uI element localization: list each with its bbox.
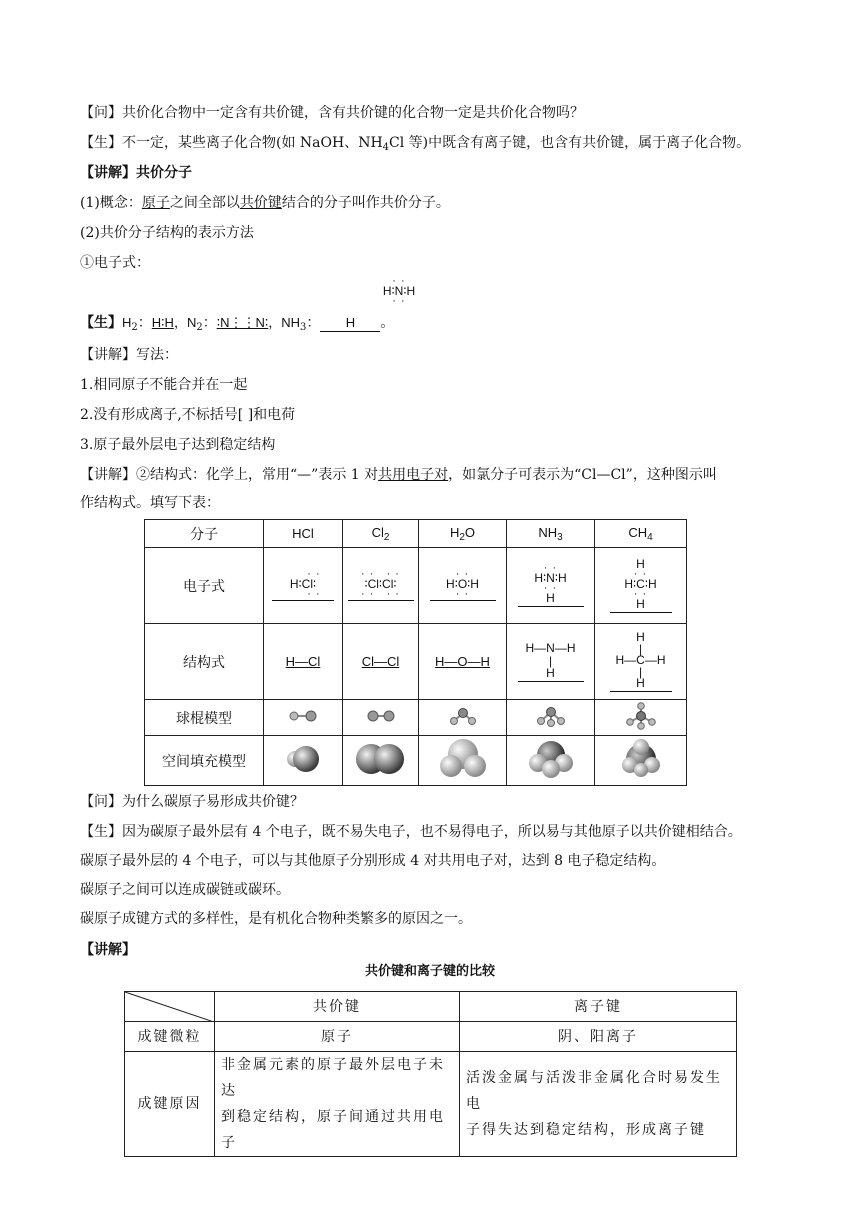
nh3-electron-bottom: H xyxy=(320,315,380,332)
row-label-particles: 成键微粒 xyxy=(125,1022,215,1052)
n2-label: ，N xyxy=(173,315,197,330)
cl2-electron-block xyxy=(343,567,418,601)
ch4-electron-top: H xyxy=(636,557,645,571)
nh3-top-formula: H∶N∶H xyxy=(382,284,416,298)
ch4-space-fill-model xyxy=(611,737,671,781)
hcl-space-fill xyxy=(264,736,343,786)
ch4-electron-dots-top: · · xyxy=(633,568,648,580)
cl2-space-fill-model xyxy=(351,739,411,779)
h2o-structure xyxy=(419,624,507,700)
mol-name-hcl xyxy=(264,520,343,548)
ch4-structure-underline xyxy=(610,691,672,692)
hcl-electron xyxy=(264,548,343,624)
space-fill-row xyxy=(145,736,687,786)
structural-formula-line xyxy=(80,465,717,485)
h2-sub: 2 xyxy=(131,322,138,333)
n2-sub: 2 xyxy=(196,322,203,333)
h2o-structure-text: H—O—H xyxy=(435,654,490,669)
h2o-ball-stick xyxy=(419,700,507,736)
answer-2-line-2: 碳原子最外层的 4 个电子，可以与其他原子分别形成 4 对共用电子对，达到 8 电子稳定结构。 xyxy=(80,853,666,869)
mol-name-hcl-text: HCl xyxy=(292,526,314,541)
concept-post: 结合的分子叫作共价分子。 xyxy=(281,195,450,211)
nh3-electron-top xyxy=(364,275,434,307)
covalent-reason-l2: 到稳定结构，原子间通过共用电子 xyxy=(221,1109,445,1151)
header-covalent: 共价键 xyxy=(215,992,460,1022)
nh3-structure-bottom: H xyxy=(546,665,555,680)
lecture-label: 【讲解】 xyxy=(80,165,136,181)
ch4-electron-block xyxy=(595,558,686,613)
struct-shared-pair: 共用电子对 xyxy=(378,467,449,483)
writing-line: 【讲解】写法： xyxy=(80,347,178,363)
nh3-ball-stick-model xyxy=(531,704,571,728)
ch4-electron-underline xyxy=(610,612,672,613)
ionic-particles: 阴、阳离子 xyxy=(460,1022,737,1052)
h2-label: H xyxy=(122,315,132,330)
nh3-table-dots-top: · · xyxy=(543,561,558,574)
electron-formula-row xyxy=(145,548,687,624)
concept-covalent-bond: 共价键 xyxy=(239,195,282,211)
nh3-sub: 3 xyxy=(300,322,307,333)
ch4-structure-bond-bottom: | xyxy=(638,665,643,679)
ch4-electron-bottom: H xyxy=(636,597,645,611)
mol-name-h2o xyxy=(419,520,507,548)
nh3-table-electron-bottom: H xyxy=(546,590,555,605)
comparison-header-row xyxy=(125,992,737,1022)
ch4-structure-bottom: H xyxy=(636,676,645,690)
nh3-space-fill-model xyxy=(521,737,581,781)
n2-colon: ： xyxy=(202,315,217,331)
mol-name-nh3-sub: 3 xyxy=(557,531,563,543)
mol-name-h2o-text: H xyxy=(449,524,460,540)
comparison-table xyxy=(124,991,737,1157)
ch4-structure-bond-top: | xyxy=(638,642,643,656)
ch4-structure-mid: H—C—H xyxy=(615,653,666,667)
hcl-space-fill-model xyxy=(278,739,328,779)
h2o-space-fill xyxy=(419,736,507,786)
lecture-covalent-molecule xyxy=(80,163,192,183)
structural-formula-row xyxy=(145,624,687,700)
lecture-last: 【讲解】 xyxy=(80,942,136,958)
hcl-electron-dots-top: · · xyxy=(307,567,321,580)
hcl-electron-block xyxy=(264,567,342,601)
cl2-space-fill xyxy=(343,736,419,786)
h2o-electron xyxy=(419,548,507,624)
concept-atoms: 原子 xyxy=(141,195,170,211)
molecule-header-row xyxy=(145,520,687,548)
mol-name-cl2-text: Cl xyxy=(371,524,384,540)
ch4-electron-dots-bottom: · · xyxy=(633,588,648,600)
cl2-electron-formula: ∶Cl∶Cl∶ xyxy=(364,576,397,591)
end-period: 。 xyxy=(380,315,395,331)
h2o-electron-block xyxy=(419,567,506,601)
cl2-electron xyxy=(343,548,419,624)
struct-pre: 【讲解】②结构式：化学上，常用“—”表示 1 对 xyxy=(80,467,379,483)
h2o-space-fill-model xyxy=(433,737,493,781)
answer-1 xyxy=(80,133,750,158)
ch4-structure-block xyxy=(595,631,686,692)
mol-name-h2o-post: O xyxy=(464,524,476,540)
hcl-structure xyxy=(264,624,343,700)
cl2-electron-dots-bottom: · · · · xyxy=(361,587,400,600)
nh3-ball-stick xyxy=(507,700,595,736)
ionic-reason-l2: 子得失达到稳定结构，形成离子键 xyxy=(466,1122,706,1138)
hcl-electron-underline xyxy=(272,600,334,601)
h2o-electron-dots-top: · · xyxy=(455,567,470,580)
ch4-structure-top: H xyxy=(636,630,645,644)
answer-2-line-4: 碳原子成键方式的多样性，是有机化合物种类繁多的原因之一。 xyxy=(80,911,472,927)
nh3-colon: ： xyxy=(306,315,321,331)
covalent-particles: 原子 xyxy=(215,1022,460,1052)
h2-colon: ： xyxy=(137,315,152,331)
comparison-row-particles xyxy=(125,1022,737,1052)
ionic-reason xyxy=(460,1052,737,1157)
rule-2: 2.没有形成离子,不标括号[ ]和电荷 xyxy=(80,407,296,423)
comparison-title: 共价键和离子键的比较 xyxy=(364,964,495,979)
cl2-structure-text: Cl—Cl xyxy=(361,654,400,669)
nh3-table-electron-block xyxy=(507,561,594,607)
comparison-row-reason xyxy=(125,1052,737,1157)
hcl-ball-stick-model xyxy=(283,706,323,726)
mol-name-ch4-text: CH xyxy=(628,524,648,540)
answer-1-sub: 4 xyxy=(382,142,390,153)
hcl-ball-stick xyxy=(264,700,343,736)
question-2: 【问】为什么碳原子易形成共价键？ xyxy=(80,794,304,810)
answer-1-pre: 【生】不一定，某些离子化合物(如 NaOH、NH xyxy=(80,135,383,151)
methods-line: (2)共价分子结构的表示方法 xyxy=(80,225,254,241)
h2-electron-formula: H∶H xyxy=(151,315,174,330)
row-label-reason: 成键原因 xyxy=(125,1052,215,1157)
mol-name-cl2-sub: 2 xyxy=(383,531,390,543)
mol-name-ch4 xyxy=(595,520,687,548)
ionic-reason-l1: 活泼金属与活泼非金属化合时易发生电 xyxy=(466,1070,722,1112)
hcl-electron-formula: H∶Cl∶ xyxy=(289,576,317,591)
row-label-electron: 电子式 xyxy=(145,548,264,624)
row-label-space-fill: 空间填充模型 xyxy=(145,736,264,786)
ch4-structure xyxy=(595,624,687,700)
structural-formula-line-2: 作结构式。填写下表： xyxy=(80,495,220,511)
diagonal-corner-cell xyxy=(125,992,215,1022)
covalent-reason-l1: 非金属元素的原子最外层电子未达 xyxy=(221,1057,445,1099)
cl2-electron-dots-top: · · · · xyxy=(361,567,400,580)
nh3-label: ，NH xyxy=(268,315,301,330)
ch4-space-fill xyxy=(595,736,687,786)
covalent-reason xyxy=(215,1052,460,1157)
nh3-table-electron-underline xyxy=(518,606,584,607)
question-1: 【问】共价化合物中一定含有共价键，含有共价键的化合物一定是共价化合物吗？ xyxy=(80,105,584,121)
section-title: 共价分子 xyxy=(136,165,192,181)
mol-name-cl2 xyxy=(343,520,419,548)
nh3-structure xyxy=(507,624,595,700)
student-electron-formulas xyxy=(80,313,394,338)
nh3-dots-bottom: · · xyxy=(392,295,406,307)
concept-line xyxy=(80,193,450,213)
molecule-table xyxy=(144,519,687,786)
nh3-structure-bond: | xyxy=(548,653,553,668)
nh3-table-electron-top: H∶N∶H xyxy=(534,570,567,585)
cl2-structure xyxy=(343,624,419,700)
h2o-electron-formula: H∶O∶H xyxy=(446,576,479,591)
hcl-electron-dots-bottom: · · xyxy=(307,587,321,600)
student-label: 【生】 xyxy=(80,315,122,331)
hcl-structure-text: H—Cl xyxy=(285,654,321,669)
mol-name-h2o-sub: 2 xyxy=(459,531,465,543)
mol-name-nh3 xyxy=(507,520,595,548)
concept-pre: (1)概念： xyxy=(80,195,142,211)
nh3-space-fill xyxy=(507,736,595,786)
n2-electron-formula: ∶N⋮⋮N∶ xyxy=(216,315,269,330)
ch4-ball-stick-model xyxy=(621,702,661,730)
rule-1: 1.相同原子不能合并在一起 xyxy=(80,377,248,393)
rule-3: 3.原子最外层电子达到稳定结构 xyxy=(80,437,276,453)
struct-post: ，如氯分子可表示为“Cl—Cl”，这种图示叫 xyxy=(448,467,717,483)
nh3-dots-top: · · xyxy=(392,275,406,287)
row-label-ball-stick: 球棍模型 xyxy=(145,700,264,736)
nh3-structure-underline xyxy=(518,681,584,682)
ch4-ball-stick xyxy=(595,700,687,736)
nh3-table-electron xyxy=(507,548,595,624)
ch4-electron xyxy=(595,548,687,624)
concept-mid: 之间全部以 xyxy=(169,195,240,211)
answer-2-line-3: 碳原子之间可以连成碳链或碳环。 xyxy=(80,882,290,898)
header-ionic: 离子键 xyxy=(460,992,737,1022)
cl2-electron-underline xyxy=(348,600,414,601)
header-label: 分子 xyxy=(145,520,264,548)
nh3-structure-top: H—N—H xyxy=(525,640,576,655)
cl2-ball-stick-model xyxy=(361,706,401,726)
answer-2-line-1: 【生】因为碳原子最外层有 4 个电子，既不易失电子，也不易得电子，所以易与其他原子以共价键相结合。 xyxy=(80,824,742,840)
diagonal-line xyxy=(125,992,214,1022)
h2o-electron-underline xyxy=(430,600,496,601)
row-label-structure: 结构式 xyxy=(145,624,264,700)
nh3-table-dots-bottom: · · xyxy=(543,581,558,594)
mol-name-ch4-sub: 4 xyxy=(647,531,653,543)
ball-stick-row xyxy=(145,700,687,736)
answer-1-post: Cl 等)中既含有离子键，也含有共价键，属于离子化合物。 xyxy=(389,135,751,151)
nh3-structure-block xyxy=(507,642,594,682)
h2o-electron-dots-bottom: · · xyxy=(455,587,470,600)
cl2-ball-stick xyxy=(343,700,419,736)
mol-name-nh3-text: NH xyxy=(538,524,558,540)
electron-formula-line: ①电子式： xyxy=(80,255,150,271)
h2o-ball-stick-model xyxy=(443,705,483,727)
ch4-electron-mid: H∶C∶H xyxy=(624,577,657,591)
